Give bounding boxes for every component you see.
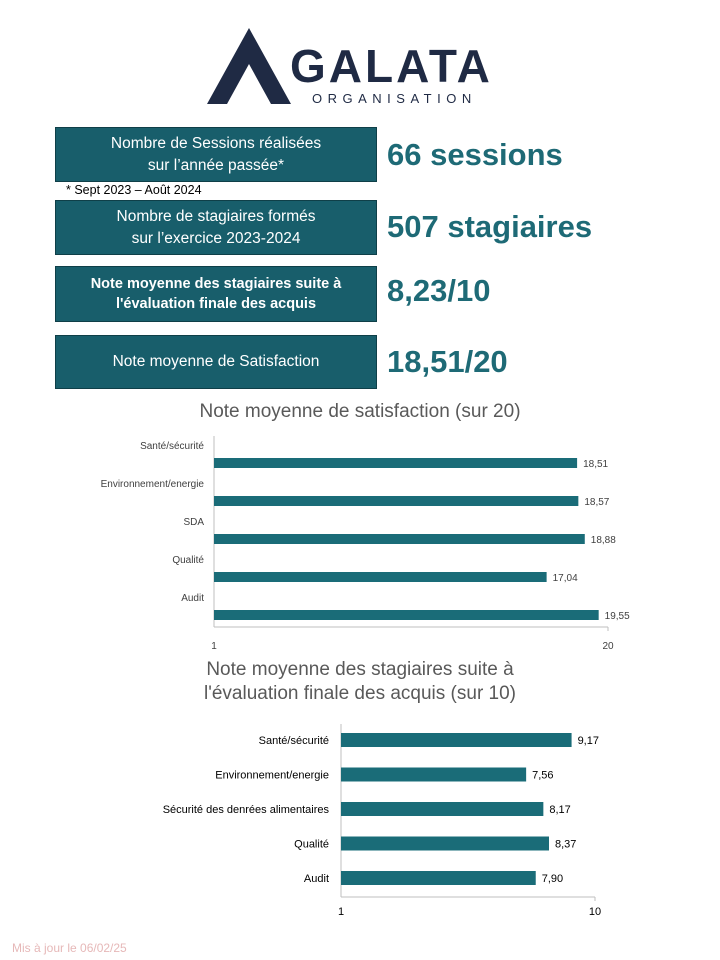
stat-value-satisfaction: 18,51/20 [387, 344, 508, 379]
stat-label-sessions: Nombre de Sessions réalisées sur l’année passée* [55, 127, 377, 182]
value-label: 18,88 [590, 535, 616, 546]
chart1-title: Note moyenne de satisfaction (sur 20) [199, 401, 521, 422]
bar [341, 733, 572, 747]
stat-value-final-eval: 8,23/10 [387, 273, 491, 308]
stat-label-satisfaction: Note moyenne de Satisfaction [55, 335, 377, 389]
value-label: 7,56 [532, 769, 554, 782]
logo-subtitle: ORGANISATION [312, 91, 477, 106]
stat-label-final-eval: Note moyenne des stagiaires suite à l'évaluation finale des acquis [55, 266, 377, 322]
bar [341, 837, 549, 851]
value-label: 18,57 [584, 497, 610, 508]
bar [214, 572, 547, 582]
x-tick-label: 10 [588, 906, 602, 918]
category-label: Environnement/energie [100, 479, 204, 490]
category-label: Audit [303, 873, 329, 885]
bar [214, 534, 585, 544]
stat-value-sessions: 66 sessions [387, 137, 563, 172]
x-tick-label: 1 [337, 906, 345, 918]
category-label: SDA [183, 517, 204, 528]
value-label: 8,17 [549, 804, 571, 816]
category-label: Environnement/energie [215, 769, 329, 782]
bar [214, 496, 578, 506]
x-tick-label: 20 [602, 641, 614, 652]
category-label: Sécurité des denrées alimentaires [162, 804, 329, 816]
updated-date: Mis à jour le 06/02/25 [12, 941, 127, 955]
bar [214, 610, 599, 620]
bar [341, 871, 536, 885]
evaluation-chart [0, 720, 720, 925]
category-label: Santé/sécurité [140, 441, 204, 452]
category-label: Santé/sécurité [258, 735, 329, 747]
logo-name: GALATA [290, 40, 493, 92]
category-label: Audit [181, 593, 204, 604]
value-label: 17,04 [552, 573, 578, 584]
x-tick-label: 1 [211, 641, 217, 652]
value-label: 9,17 [577, 735, 599, 747]
category-label: Qualité [294, 838, 329, 851]
stat-value-trainees: 507 stagiaires [387, 209, 593, 244]
stat-label-trainees: Nombre de stagiaires formés sur l’exercice 2023-2024 [55, 200, 377, 255]
value-label: 19,55 [604, 611, 630, 622]
footnote: * Sept 2023 – Août 2024 [66, 183, 202, 197]
bar [214, 458, 577, 468]
bar [341, 802, 543, 816]
value-label: 7,90 [541, 873, 564, 885]
satisfaction-chart [0, 430, 720, 660]
value-label: 18,51 [583, 459, 609, 470]
category-label: Qualité [172, 555, 204, 566]
chart2-title: Note moyenne des stagiaires suite à l'évaluation finale des acquis (sur 10) [203, 659, 517, 704]
value-label: 8,37 [554, 838, 577, 851]
bar [341, 768, 526, 782]
